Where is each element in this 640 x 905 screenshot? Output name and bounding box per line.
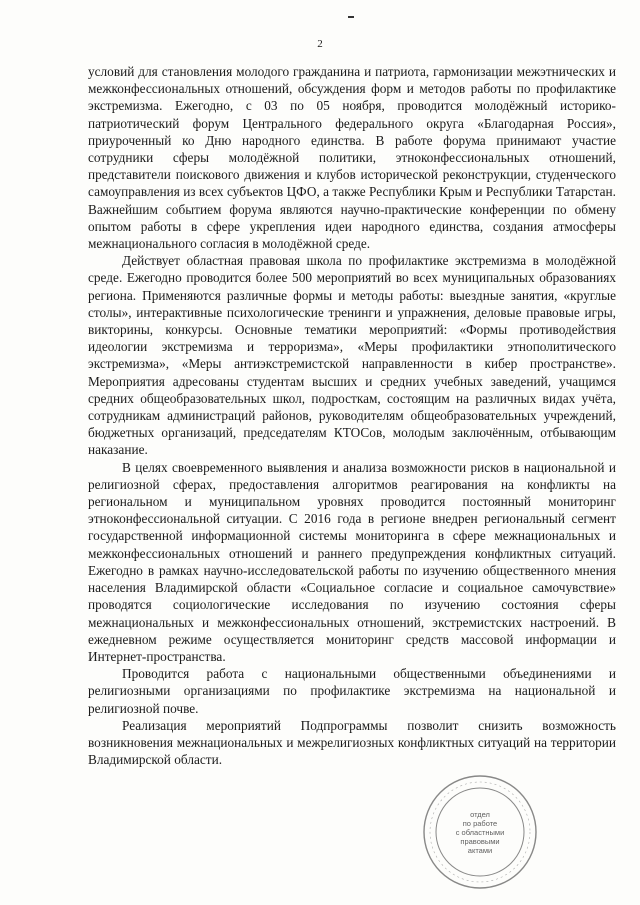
stamp-line: по работе: [462, 819, 498, 828]
scan-mark: [348, 16, 354, 18]
page-number: 2: [317, 38, 323, 50]
stamp-line: правовыми: [460, 837, 500, 846]
stamp-line: актами: [467, 846, 493, 855]
paragraph-1: условий для становления молодого гражданина и патриота, гармонизации межэтнических и межконфессиональных отношений, обсуждения форм и методов работы по профилактике экстремизма. Ежегодно, с 03 по 05 ноября, проводится молодёжный историко-патриотический форум Центрального федерального округа «Благодарная Россия», приуроченный ко Дню народного единства. В работе форума принимают участие сотрудники сферы молодёжной политики, этноконфессиональных отношений, представители поискового движения и клубов исторической реконструкции, студенческого самоуправления из всех субъектов ЦФО, а также Республики Крым и Республики Татарстан. Важнейшим событием форума являются научно-практические конференции по обмену опытом работы в сфере укрепления идеи народного единства, создания атмосферы межнационального согласия в молодёжной среде.: [88, 64, 616, 252]
paragraph-4: Проводится работа с национальными общественными объединениями и религиозными организациями по профилактике экстремизма на национальной и религиозной почве.: [88, 666, 616, 716]
paragraph-3: В целях своевременного выявления и анализа возможности рисков в национальной и религиозной сферах, предоставления алгоритмов реагирования на конфликты на региональном и муниципальном уровнях проводится постоянный мониторинг этноконфессиональной ситуации. С 2016 года в регионе внедрен региональный сегмент государственной информационной системы мониторинга в сфере межнациональных и межконфессиональных отношений и раннего предупреждения конфликтных ситуаций. Ежегодно в рамках научно-исследовательской работы по изучению общественного мнения населения Владимирской области «Социальное согласие и социальное самочувствие» проводятся социологические исследования по изучению состояния сферы межнациональных и межконфессиональных отношений, экстремистских настроений. В ежедневном режиме осуществляется мониторинг средств массовой информации и Интернет-пространства.: [88, 459, 616, 664]
document-body: [88, 63, 616, 768]
official-stamp: [420, 772, 540, 892]
paragraph-5: Реализация мероприятий Подпрограммы позволит снизить возможность возникновения межнациональных и межрелигиозных конфликтных ситуаций на территории Владимирской области.: [88, 717, 616, 768]
stamp-inner-text: [420, 810, 540, 855]
paragraph-2: Действует областная правовая школа по профилактике экстремизма в молодёжной среде. Ежегодно проводится более 500 мероприятий во всех муниципальных образованиях региона. Применяются различные формы и методы работы: выездные занятия, «круглые столы», интерактивные психологические тренинги и упражнения, деловые правовые игры, викторины, конкурсы. Основные тематики мероприятий: «Формы противодействия идеологии экстремизма и терроризма», «Меры профилактики этнополитического экстремизма», «Меры антиэкстремистской направленности в кибер пространстве». Мероприятия адресованы студентам высших и средних учебных заведений, учащимся средних общеобразовательных школ, подросткам, состоящим на различных видах учёта, сотрудникам администраций районов, руководителям общеобразовательных учреждений, бюджетных организаций, председателям КТОСов, молодым заключённым, отбывающим наказание.: [88, 253, 616, 458]
stamp-line: отдел: [470, 810, 490, 819]
stamp-line: с областными: [455, 828, 505, 837]
